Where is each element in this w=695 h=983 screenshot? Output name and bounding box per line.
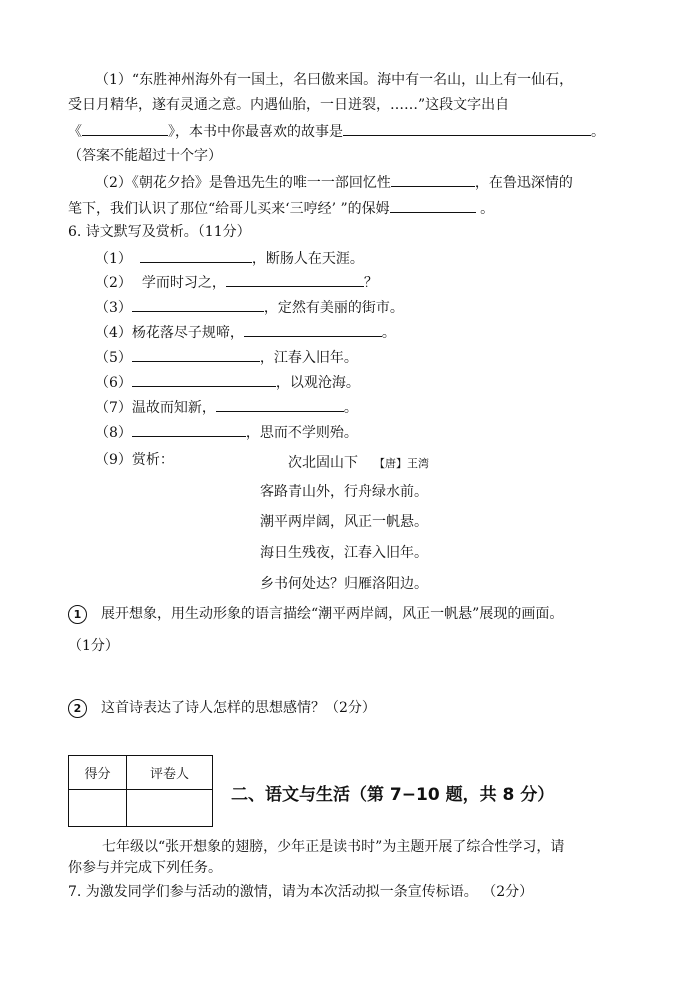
poem-line-1: 客路青山外，行舟绿水前。 [260,484,428,500]
poem-line-2: 潮平两岸阔，风正一帆悬。 [260,514,428,530]
book-title-blank[interactable] [82,121,168,136]
poem-title: 次北固山下 [288,455,358,471]
item-text-end: 。 [343,400,358,416]
q5-2-text-end: ，在鲁迅深情的 [474,175,573,191]
score-cell[interactable] [69,790,127,827]
q6-item-2 [95,272,378,293]
favorite-story-prompt: 》，本书中你最喜欢的故事是 [168,124,343,140]
item-text: 学而时习之， [141,275,226,291]
q5-1-note: （答案不能超过十个字） [68,148,222,164]
q6-item-3 [95,297,404,318]
q6-heading: 6. 诗文默写及赏析。（11分） [68,224,251,240]
grader-header: 评卷人 [127,756,213,790]
q6-item-7 [95,397,358,418]
item-number: （2） [95,275,132,291]
sub-question-1-score: （1分） [68,638,119,654]
q5-1-line3 [68,121,605,142]
item-text: ，定然有美丽的街市。 [263,300,404,316]
item-number: （4） [95,325,132,341]
poem-author: 【唐】王湾 [374,457,429,470]
q5-2-end: 。 [475,201,495,217]
answer-blank[interactable] [132,347,260,362]
score-table [68,755,213,827]
section-2-title: 二、语文与生活（第 7−10 题，共 8 分） [231,785,555,805]
q6-item-9-label: （9）赏析： [95,452,174,468]
q5-1-line1: （1）“东胜神州海外有一国土，名曰傲来国。海中有一名山，山上有一仙石， [95,72,574,88]
book-bracket-open: 《 [68,124,82,140]
q6-item-8 [95,422,358,443]
answer-blank[interactable] [140,248,252,263]
item-number: （1） [95,251,132,267]
sub-question-2-text: 这首诗表达了诗人怎样的思想感情？（2分） [101,700,376,716]
poem-line-4: 乡书何处达？归雁洛阳边。 [260,576,428,592]
nanny-blank[interactable] [390,198,476,213]
question-7: 7. 为激发同学们参与活动的激情，请为本次活动拟一条宣传标语。 （2分） [68,884,534,900]
item-number: （8） [95,425,132,441]
sub-question-1 [68,604,563,624]
q5-1-line2: 受日月精华，遂有灵通之意。内遇仙胎，一日迸裂，……”这段文字出自 [68,97,510,113]
circled-number-2: 2 [68,699,87,718]
answer-blank[interactable] [132,372,276,387]
q5-2-line1 [95,172,573,193]
answer-blank[interactable] [216,397,344,412]
answer-blank[interactable] [132,422,246,437]
q5-2-line2 [68,198,494,219]
poem-heading [288,452,429,472]
item-number: （3） [95,300,132,316]
item-text-end: ？ [363,275,378,291]
circled-number-1: 1 [68,605,87,624]
item-number: （7） [95,400,132,416]
answer-blank[interactable] [132,297,264,312]
item-text: ，江春入旧年。 [259,350,358,366]
answer-blank[interactable] [226,272,364,287]
section-2-intro-1: 七年级以“张开想象的翅膀，少年正是读书时”为主题开展了综合性学习，请 [102,839,565,855]
q5-2-text2: 笔下，我们认识了那位“给哥儿买来‘三哼经’ ”的保姆 [68,201,390,217]
period: 。 [591,124,605,140]
q6-item-6 [95,372,360,393]
poem-line-3: 海日生残夜，江春入旧年。 [260,545,428,561]
item-text: ，以观沧海。 [275,375,360,391]
item-text-end: 。 [381,325,396,341]
sub-question-1-text: 展开想象，用生动形象的语言描绘“潮平两岸阔，风正一帆悬”展现的画面。 [101,606,564,622]
score-header: 得分 [69,756,127,790]
item-text: 温故而知新， [131,400,216,416]
item-text: ，思而不学则殆。 [245,425,358,441]
favorite-story-blank[interactable] [343,121,591,136]
section-2-intro-2: 你参与并完成下列任务。 [68,860,222,876]
item-number: （5） [95,350,132,366]
item-text: 杨花落尽子规啼， [131,325,244,341]
memoir-blank[interactable] [391,172,475,187]
item-number: （6） [95,375,132,391]
grader-cell[interactable] [127,790,213,827]
q5-2-text: （2）《朝花夕拾》是鲁迅先生的唯一一部回忆性 [95,175,391,191]
item-text: ，断肠人在天涯。 [251,251,364,267]
q6-item-1 [95,248,364,269]
answer-blank[interactable] [244,322,382,337]
q6-item-4 [95,322,396,343]
q6-item-5 [95,347,358,368]
sub-question-2 [68,698,376,718]
